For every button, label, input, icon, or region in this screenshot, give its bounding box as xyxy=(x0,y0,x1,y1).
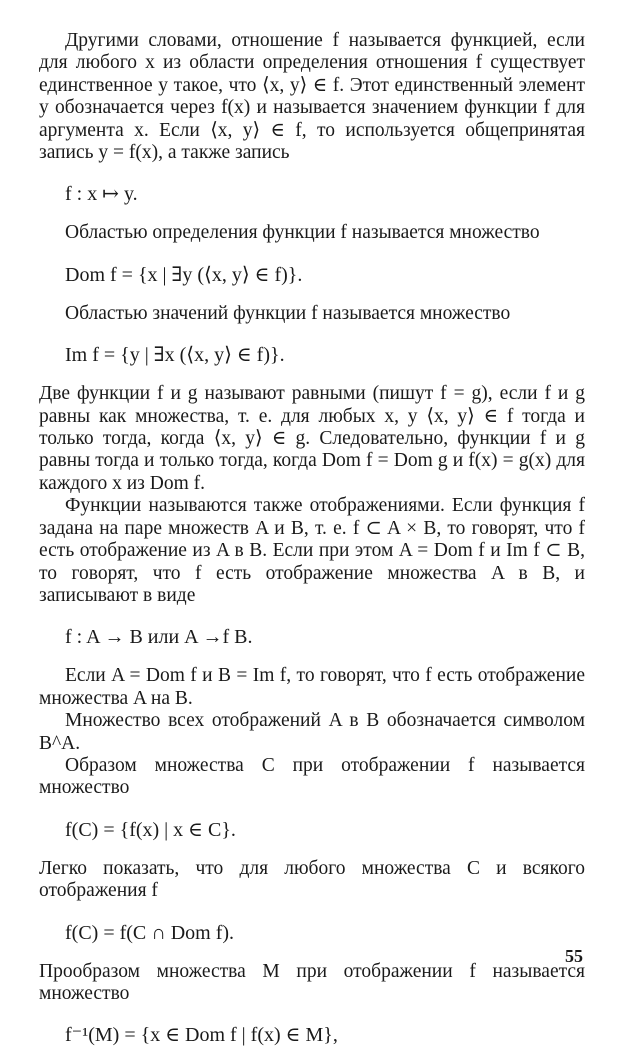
formula-preimage: f⁻¹(M) = {x ∈ Dom f | f(x) ∈ M}, xyxy=(65,1024,338,1047)
paragraph-preimage-definition: Прообразом множества M при отображении f называется множество xyxy=(39,960,585,1004)
paragraph-range-definition: Областью значений функции f называется множество xyxy=(65,302,511,324)
paragraph-onto: Если A = Dom f и B = Im f, то говорят, что f есть отображение множества A на B. xyxy=(39,665,585,709)
paragraph-set-of-mappings: Множество всех отображений A в B обозначается символом B^A. xyxy=(39,710,585,754)
page-number: 55 xyxy=(565,946,583,966)
formula-domain: Dom f = {x | ∃y (⟨x, y⟩ ∈ f)}. xyxy=(65,263,303,286)
formula-image: f(C) = {f(x) | x ∈ C}. xyxy=(65,818,236,841)
page-body xyxy=(39,30,585,1047)
paragraph-easy-show: Легко показать, что для любого множества C и всякого отображения f xyxy=(39,857,585,902)
book-page xyxy=(39,30,585,1047)
formula-range: Im f = {y | ∃x (⟨x, y⟩ ∈ f)}. xyxy=(65,344,285,367)
formula-mapsto: f : x ↦ y. xyxy=(65,183,138,206)
paragraph-equal-functions: Две функции f и g называют равными (пишут f = g), если f и g равны как множества, т. е. для любых x, y ⟨x, y⟩ ∈ f тогда и только тогда, когда ⟨x, y⟩ ∈ g. Следовательно, функции f и g равны тогда и только тогда, когда Dom f = Dom g и f(x) = g(x) для каждого x из Dom f. xyxy=(39,383,585,494)
paragraph-function-definition: Другими словами, отношение f называется функцией, если для любого x из области определения отношения f существует единственное y такое, что ⟨x, y⟩ ∈ f. Этот единственный элемент y обозначается через f(x) и называется значением функции f для аргумента x. Если ⟨x, y⟩ ∈ f, то используется общепринятая запись y = f(x), а также запись xyxy=(39,30,585,164)
formula-image-dom: f(C) = f(C ∩ Dom f). xyxy=(65,921,235,944)
paragraph-image-definition: Образом множества C при отображении f называется множество xyxy=(39,754,585,799)
paragraph-domain-definition: Областью определения функции f называется множество xyxy=(65,222,540,244)
formula-mapping-notation: f : A → B или A →f B. xyxy=(65,626,253,649)
paragraph-mappings: Функции называются также отображениями. Если функция f задана на паре множеств A и B, т. е. f ⊂ A × B, то говорят, что f есть отображение из A в B. Если при этом A = Dom f и Im f ⊂ B, то говорят, что f есть отображение множества A в B, и записывают в виде xyxy=(39,495,585,606)
